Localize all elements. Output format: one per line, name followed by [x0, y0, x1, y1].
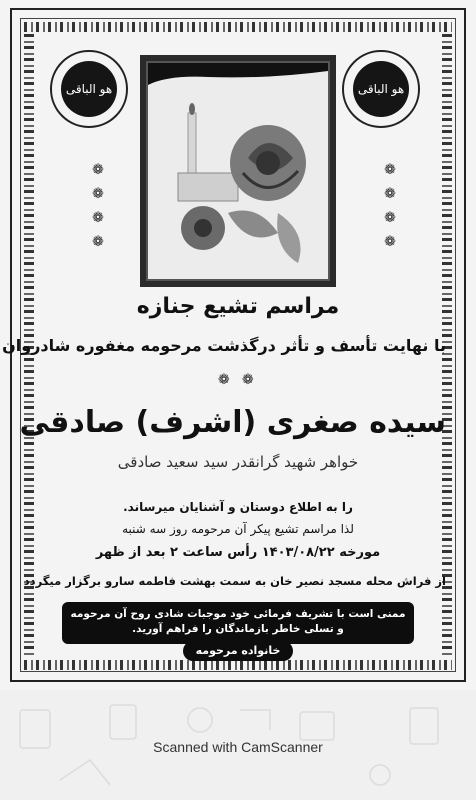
photo-mat [146, 61, 330, 281]
request-line-1: ممنی است با تشریف فرمائی خود موجبات شادی روح آن مرحومه [70, 608, 406, 620]
ornament-icon: ❁ [92, 186, 104, 202]
ornament-icon: ❁ [92, 234, 104, 250]
ornament-icon: ❁ [384, 210, 396, 226]
relation-line: خواهر شهید گرانقدر سید سعید صادقی [117, 453, 359, 471]
request-line-2: و تسلی خاطر بازماندگان را فراهم آورید. [132, 623, 344, 635]
ornamental-border-bottom [24, 660, 452, 670]
ornament-icon: ❁ [384, 234, 396, 250]
request-box [62, 602, 414, 644]
ornament-column-right [380, 160, 400, 256]
ceremony-line: لذا مراسم تشیع پیکر آن مرحومه روز سه شنبه [122, 522, 354, 536]
ornament-icon: ❁ [384, 186, 396, 202]
calligraphy-medallion-left [50, 50, 128, 128]
medallion-text: هو الباقی [353, 61, 409, 117]
ornamental-border-top [24, 22, 452, 32]
scanner-footer [0, 690, 476, 800]
location-line: از فراش محله مسجد نصیر خان به سمت بهشت فاطمه سارو برگزار میگردد [23, 574, 446, 588]
rose-candle-image [148, 63, 328, 279]
calligraphy-medallion-right [342, 50, 420, 128]
framed-photo [140, 55, 336, 287]
announce-line: را به اطلاع دوستان و آشنایان میرساند. [123, 500, 353, 514]
condolence-line: با نهایت تأسف و تأثر درگذشت مرحومه مغفوره شادروان [2, 336, 446, 355]
scanned-with-text: Scanned with CamScanner [153, 739, 323, 755]
deceased-name: سیده صغری (اشرف) صادقی [19, 405, 446, 440]
ornament-icon: ❁ [218, 372, 230, 388]
ornament-icon: ❁ [92, 162, 104, 178]
ornament-icon: ❁ [384, 162, 396, 178]
family-signature: خانواده مرحومه [183, 641, 293, 661]
ornament-column-left [88, 160, 108, 256]
heading: مراسم تشیع جنازه [136, 294, 340, 319]
medallion-text: هو الباقی [61, 61, 117, 117]
ornament-icon: ❁ [242, 372, 254, 388]
date-time-line: مورخه ۱۴۰۳/۰۸/۲۲ رأس ساعت ۲ بعد از ظهر [95, 545, 381, 560]
ornament-icon: ❁ [92, 210, 104, 226]
